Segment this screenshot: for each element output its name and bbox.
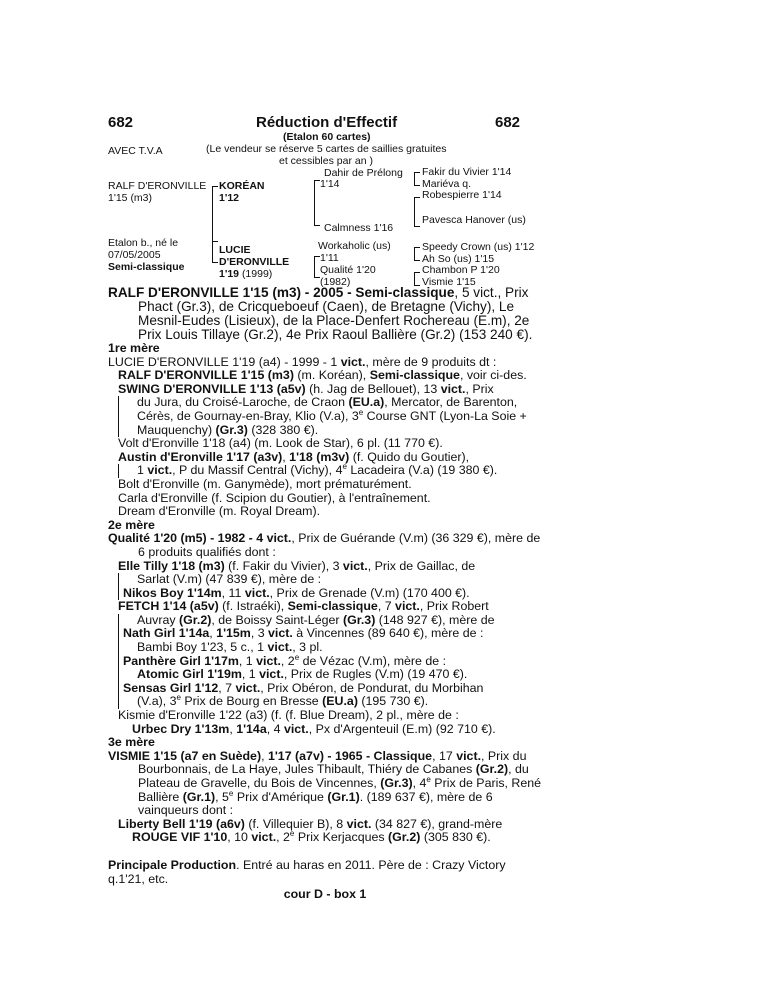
section-first-dam: 1re mère [108, 341, 160, 355]
tva-label: AVEC T.V.A [108, 145, 163, 157]
body-line: Sarlat (V.m) (47 839 €), mère de : [137, 572, 322, 587]
dam-dam-name: Qualité 1'20 [320, 264, 376, 276]
body-line: SWING D'ERONVILLE 1'13 (a5v) (h. Jag de Bellouet), 13 vict., Prix [118, 381, 494, 396]
principal-production: Principale Production. Entré au haras en 2011. Père de : Crazy Victory q.1'21, etc. [108, 857, 506, 886]
sire-sire-name: Dahir de Prélong [324, 167, 403, 179]
body-line: FETCH 1'14 (a5v) (f. Istraéki), Semi-classique, 7 vict., Prix Robert [118, 599, 489, 614]
sss-name: Fakir du Vivier 1'14 [422, 166, 512, 178]
dsd-name: Ah So (us) 1'15 [422, 253, 495, 265]
horse-birthdate: 07/05/2005 [108, 249, 161, 261]
body-line: RALF D'ERONVILLE 1'15 (m3) (m. Koréan), Semi-classique, voir ci-des. [118, 368, 527, 383]
lot-number-left: 682 [108, 114, 134, 131]
subtitle-line2: (Le vendeur se réserve 5 cartes de saillies gratuites [206, 143, 447, 155]
section-second-dam: 2e mère [108, 517, 155, 532]
body-line: VISMIE 1'15 (a7 en Suède), 1'17 (a7v) - 1965 - Classique, 17 vict., Prix du Bourbonnais, de La Haye, Jules Thibault, Thiéry de Cabanes (Gr.2), du Plateau de Gravelle, du Bois de Vincennes, (Gr.3), 4e Prix de Paris, René Ballière (Gr.1), 5e Prix d'Amérique (Gr.1). (189 637 €), mère de 6 vainqueurs dont : [108, 748, 542, 818]
ddd-name: Vismie 1'15 [422, 276, 476, 288]
body-line: Panthère Girl 1'17m, 1 vict., 2e de Vézac (V.m), mère de : [123, 652, 447, 668]
body-line: Sensas Girl 1'12, 7 vict., Prix Obéron, de Pondurat, du Morbihan [123, 680, 484, 695]
body-line: Nath Girl 1'14a, 1'15m, 3 vict. à Vincennes (89 640 €), mère de : [123, 626, 484, 641]
sire-sire-record: 1'14 [320, 178, 340, 190]
sire-dam-name: Calmness 1'16 [324, 222, 394, 234]
body-line: Nikos Boy 1'14m, 11 vict., Prix de Grenade (V.m) (170 400 €). [123, 585, 470, 600]
section-third-dam: 3e mère [108, 735, 155, 750]
body-line: Dream d'Eronville (m. Royal Dream). [118, 504, 321, 519]
dam-name: LUCIE [219, 244, 251, 256]
sds-name: Robespierre 1'14 [422, 189, 502, 201]
sdd-name: Pavesca Hanover (us) [422, 214, 526, 226]
dam-sire-name: Workaholic (us) [318, 240, 391, 252]
body-line: 1 vict., P du Massif Central (Vichy), 4e Lacadeira (V.a) (19 380 €). [137, 462, 498, 478]
catalogue-body [108, 286, 542, 902]
dam-dam-year: (1982) [320, 276, 351, 288]
dss-name: Speedy Crown (us) 1'12 [422, 241, 535, 253]
body-line: Auvray (Gr.2), de Boissy Saint-Léger (Gr.3) (148 927 €), mère de [137, 612, 495, 627]
body-line: Bambi Boy 1'23, 5 c., 1 vict., 3 pl. [137, 640, 323, 655]
horse-class: Semi-classique [108, 261, 185, 273]
body-line: ROUGE VIF 1'10, 10 vict., 2e Prix Kerjacques (Gr.2) (305 830 €). [132, 829, 491, 845]
body-line: LUCIE D'ERONVILLE 1'19 (a4) - 1999 - 1 vict., mère de 9 produits dt : [108, 354, 497, 369]
intro-text: , 5 vict., Prix Phact (Gr.3), de Cricqueboeuf (Caen), de Bretagne (Vichy), Le Mesnil-Eudes (Lisieux), de la Place-Denfert Rochereau (E.m), 2e Prix Louis Tillaye (Gr.2), 4e Prix Raoul Ballière (Gr.2) (153 240 €). [138, 285, 533, 342]
dam-record: 1'19 [219, 268, 240, 280]
dds-name: Chambon P 1'20 [422, 264, 500, 276]
body-line: Qualité 1'20 (m5) - 1982 - 4 vict., Prix de Guérande (V.m) (36 329 €), mère de 6 produits qualifiés dont : [108, 531, 541, 559]
body-line: Bolt d'Eronville (m. Ganymède), mort prématurément. [118, 476, 412, 491]
dam-year: (1999) [241, 268, 273, 280]
subtitle-line1: (Etalon 60 cartes) [283, 131, 371, 143]
sire-name: KORÉAN [219, 180, 265, 192]
dam-sire-record: 1'11 [320, 252, 339, 264]
body-line: Elle Tilly 1'18 (m3) (f. Fakir du Vivier), 3 vict., Prix de Gaillac, de [118, 558, 476, 573]
location-label: cour D - box 1 [283, 887, 367, 902]
subtitle-line3: et cessibles par an ) [279, 155, 373, 167]
body-line: Urbec Dry 1'13m, 1'14a, 4 vict., Px d'Argenteuil (E.m) (92 710 €). [132, 721, 496, 736]
body-line: Austin d'Eronville 1'17 (a3v), 1'18 (m3v) (f. Quido du Goutier), [118, 449, 470, 464]
intro-heading: RALF D'ERONVILLE 1'15 (m3) - 2005 - Semi-classique [108, 285, 455, 300]
lot-number-right: 682 [495, 114, 521, 131]
body-line: Atomic Girl 1'19m, 1 vict., Prix de Rugles (V.m) (19 470 €). [137, 667, 468, 682]
ssd-name: Mariéva q. [422, 178, 472, 190]
body-line: du Jura, du Croisé-Laroche, de Craon (EU.a), Mercator, de Barenton, Cérès, de Gournay-en-Bray, Klio (V.a), 3e Course GNT (Lyon-La Soie + Mauquenchy) (Gr.3) (328 380 €). [137, 395, 527, 437]
horse-record: 1'15 (m3) [108, 192, 153, 204]
body-line: (V.a), 3e Prix de Bourg en Bresse (EU.a) (195 730 €). [137, 693, 429, 709]
body-line: Volt d'Eronville 1'18 (a4) (m. Look de Star), 6 pl. (11 770 €). [118, 436, 443, 451]
horse-desc: Etalon b., né le [108, 237, 179, 249]
body-line: Liberty Bell 1'19 (a6v) (f. Villequier B), 8 vict. (34 827 €), grand-mère [118, 816, 503, 831]
dam-name-2: D'ERONVILLE [219, 256, 290, 268]
sire-record: 1'12 [219, 192, 240, 204]
horse-name: RALF D'ERONVILLE [108, 180, 207, 192]
page-title: Réduction d'Effectif [256, 114, 398, 131]
body-line: Kismie d'Eronville 1'22 (a3) (f. (f. Blue Dream), 2 pl., mère de : [118, 708, 459, 723]
body-line: Carla d'Eronville (f. Scipion du Goutier), à l'entraînement. [118, 490, 431, 505]
